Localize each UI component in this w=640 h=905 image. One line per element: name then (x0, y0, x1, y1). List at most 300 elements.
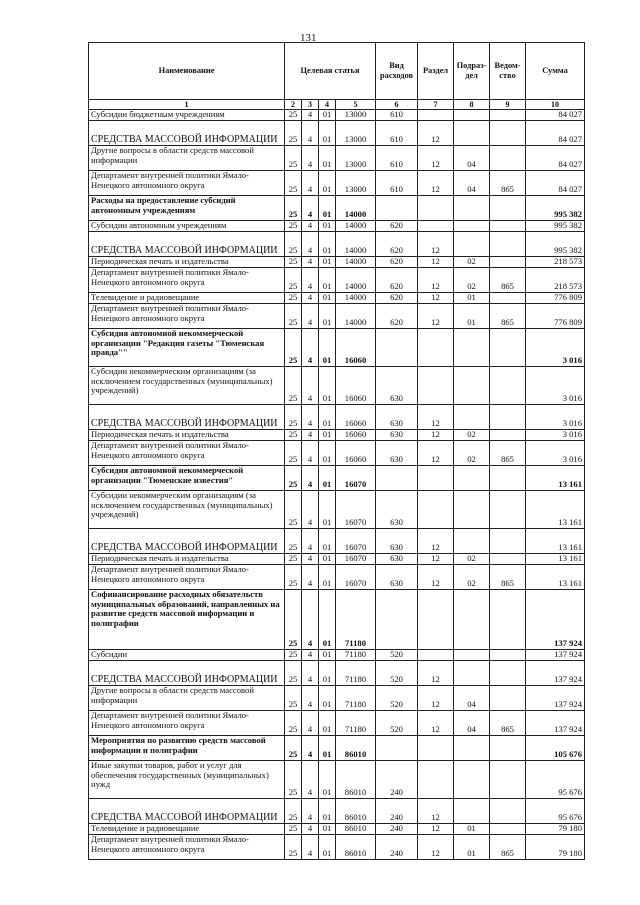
target-code-2: 4 (302, 110, 319, 121)
department-code: 865 (490, 711, 526, 736)
target-code-1: 25 (285, 171, 302, 196)
header-target-article: Целевая статья (285, 43, 376, 100)
target-code-3: 01 (319, 221, 336, 232)
table-row (89, 171, 585, 196)
sum-value: 3 016 (526, 405, 585, 430)
target-code-1: 25 (285, 221, 302, 232)
target-code-2: 4 (302, 367, 319, 405)
expense-type (376, 466, 418, 491)
row-name: Периодическая печать и издательства (89, 554, 285, 565)
table-row (89, 761, 585, 799)
department-code (490, 146, 526, 171)
table-row (89, 121, 585, 146)
target-code-1: 25 (285, 121, 302, 146)
sum-value: 79 180 (526, 824, 585, 835)
target-code-4: 16060 (336, 329, 376, 367)
subsection (454, 661, 490, 686)
section: 12 (418, 661, 454, 686)
sum-value: 84 027 (526, 146, 585, 171)
target-code-3: 01 (319, 529, 336, 554)
target-code-1: 25 (285, 257, 302, 268)
target-code-4: 14000 (336, 257, 376, 268)
section (418, 736, 454, 761)
target-code-2: 4 (302, 221, 319, 232)
target-code-2: 4 (302, 232, 319, 257)
section (418, 590, 454, 650)
section (418, 491, 454, 529)
subsection (454, 232, 490, 257)
sum-value: 95 676 (526, 761, 585, 799)
target-code-1: 25 (285, 686, 302, 711)
target-code-3: 01 (319, 171, 336, 196)
row-name: Субсидия автономной некоммерческой организации "Тюменские известия" (89, 466, 285, 491)
department-code (490, 405, 526, 430)
subsection: 02 (454, 554, 490, 565)
target-code-4: 71180 (336, 650, 376, 661)
department-code (490, 196, 526, 221)
col-number: 2 (285, 100, 302, 110)
table-row (89, 146, 585, 171)
row-name: Иные закупки товаров, работ и услуг для обеспечения государственных (муниципальных) нужд (89, 761, 285, 799)
row-name: Телевидение и радиовещание (89, 824, 285, 835)
target-code-1: 25 (285, 835, 302, 860)
target-code-4: 86010 (336, 761, 376, 799)
target-code-2: 4 (302, 146, 319, 171)
sum-value: 3 016 (526, 430, 585, 441)
table-row (89, 590, 585, 650)
target-code-3: 01 (319, 661, 336, 686)
expense-type (376, 196, 418, 221)
subsection (454, 799, 490, 824)
sum-value: 995 382 (526, 196, 585, 221)
section: 12 (418, 257, 454, 268)
section: 12 (418, 430, 454, 441)
subsection: 01 (454, 293, 490, 304)
subsection: 04 (454, 711, 490, 736)
expense-type: 610 (376, 146, 418, 171)
target-code-4: 16060 (336, 367, 376, 405)
target-code-1: 25 (285, 304, 302, 329)
col-number: 6 (376, 100, 418, 110)
target-code-3: 01 (319, 121, 336, 146)
target-code-1: 25 (285, 110, 302, 121)
target-code-3: 01 (319, 711, 336, 736)
department-code (490, 466, 526, 491)
row-name: СРЕДСТВА МАССОВОЙ ИНФОРМАЦИИ (89, 405, 285, 430)
target-code-4: 16070 (336, 529, 376, 554)
sum-value: 13 161 (526, 554, 585, 565)
expense-type: 620 (376, 257, 418, 268)
target-code-4: 14000 (336, 232, 376, 257)
row-name: Расходы на предоставление субсидий автономным учреждениям (89, 196, 285, 221)
department-code: 865 (490, 304, 526, 329)
sum-value: 95 676 (526, 799, 585, 824)
target-code-2: 4 (302, 491, 319, 529)
target-code-3: 01 (319, 304, 336, 329)
table-header-row (89, 43, 585, 100)
subsection (454, 736, 490, 761)
section: 12 (418, 441, 454, 466)
target-code-2: 4 (302, 590, 319, 650)
sum-value: 13 161 (526, 565, 585, 590)
expense-type: 630 (376, 491, 418, 529)
row-name: Другие вопросы в области средств массовой информации (89, 146, 285, 171)
sum-value: 995 382 (526, 221, 585, 232)
expense-type (376, 329, 418, 367)
target-code-3: 01 (319, 293, 336, 304)
sum-value: 218 573 (526, 268, 585, 293)
target-code-1: 25 (285, 146, 302, 171)
subsection (454, 221, 490, 232)
expense-type: 630 (376, 565, 418, 590)
target-code-1: 25 (285, 799, 302, 824)
target-code-3: 01 (319, 257, 336, 268)
target-code-1: 25 (285, 661, 302, 686)
table-row (89, 529, 585, 554)
expense-type: 520 (376, 661, 418, 686)
subsection: 02 (454, 430, 490, 441)
row-name: СРЕДСТВА МАССОВОЙ ИНФОРМАЦИИ (89, 232, 285, 257)
department-code: 865 (490, 565, 526, 590)
department-code: 865 (490, 268, 526, 293)
expense-type: 630 (376, 405, 418, 430)
table-row (89, 268, 585, 293)
target-code-3: 01 (319, 590, 336, 650)
department-code (490, 491, 526, 529)
target-code-1: 25 (285, 824, 302, 835)
department-code (490, 110, 526, 121)
target-code-2: 4 (302, 304, 319, 329)
row-name: Департамент внутренней политики Ямало-Ненецкого автономного округа (89, 565, 285, 590)
section (418, 650, 454, 661)
target-code-3: 01 (319, 835, 336, 860)
expense-type: 520 (376, 711, 418, 736)
target-code-3: 01 (319, 761, 336, 799)
expense-type: 610 (376, 171, 418, 196)
target-code-2: 4 (302, 430, 319, 441)
target-code-4: 71180 (336, 686, 376, 711)
page-number: 131 (300, 32, 317, 44)
table-row (89, 405, 585, 430)
subsection (454, 491, 490, 529)
section: 12 (418, 824, 454, 835)
subsection (454, 590, 490, 650)
subsection: 01 (454, 304, 490, 329)
subsection (454, 367, 490, 405)
table-row (89, 304, 585, 329)
target-code-2: 4 (302, 257, 319, 268)
department-code: 865 (490, 835, 526, 860)
subsection (454, 196, 490, 221)
header-name: Наименование (89, 43, 285, 100)
target-code-1: 25 (285, 430, 302, 441)
subsection (454, 650, 490, 661)
sum-value: 84 027 (526, 110, 585, 121)
target-code-3: 01 (319, 824, 336, 835)
target-code-1: 25 (285, 268, 302, 293)
subsection (454, 466, 490, 491)
expense-type: 240 (376, 824, 418, 835)
row-name: Периодическая печать и издательства (89, 257, 285, 268)
table-row (89, 232, 585, 257)
department-code (490, 367, 526, 405)
target-code-1: 25 (285, 590, 302, 650)
table-row (89, 835, 585, 860)
section: 12 (418, 304, 454, 329)
target-code-4: 71180 (336, 661, 376, 686)
target-code-2: 4 (302, 554, 319, 565)
target-code-4: 14000 (336, 293, 376, 304)
target-code-3: 01 (319, 268, 336, 293)
target-code-2: 4 (302, 441, 319, 466)
target-code-2: 4 (302, 736, 319, 761)
target-code-1: 25 (285, 367, 302, 405)
expense-type: 630 (376, 430, 418, 441)
department-code (490, 554, 526, 565)
expense-type: 620 (376, 304, 418, 329)
row-name: СРЕДСТВА МАССОВОЙ ИНФОРМАЦИИ (89, 529, 285, 554)
target-code-2: 4 (302, 171, 319, 196)
department-code: 865 (490, 441, 526, 466)
row-name: Субсидии бюджетным учреждениям (89, 110, 285, 121)
target-code-2: 4 (302, 196, 319, 221)
col-number: 4 (319, 100, 336, 110)
expense-type: 620 (376, 232, 418, 257)
section: 12 (418, 835, 454, 860)
subsection (454, 405, 490, 430)
budget-table (88, 42, 585, 860)
expense-type: 240 (376, 835, 418, 860)
expense-type: 620 (376, 268, 418, 293)
expense-type: 610 (376, 110, 418, 121)
section (418, 221, 454, 232)
department-code: 865 (490, 171, 526, 196)
sum-value: 13 161 (526, 491, 585, 529)
row-name: Департамент внутренней политики Ямало-Ненецкого автономного округа (89, 835, 285, 860)
target-code-2: 4 (302, 824, 319, 835)
target-code-3: 01 (319, 686, 336, 711)
target-code-2: 4 (302, 835, 319, 860)
section (418, 329, 454, 367)
subsection: 01 (454, 835, 490, 860)
row-name: Другие вопросы в области средств массовой информации (89, 686, 285, 711)
target-code-1: 25 (285, 405, 302, 430)
expense-type (376, 590, 418, 650)
target-code-4: 13000 (336, 171, 376, 196)
expense-type: 630 (376, 441, 418, 466)
target-code-1: 25 (285, 554, 302, 565)
row-name: Субсидии автономным учреждениям (89, 221, 285, 232)
target-code-4: 71180 (336, 590, 376, 650)
section: 12 (418, 146, 454, 171)
department-code (490, 661, 526, 686)
subsection (454, 329, 490, 367)
table-body (89, 110, 585, 860)
target-code-3: 01 (319, 430, 336, 441)
header-section: Раздел (418, 43, 454, 100)
target-code-2: 4 (302, 268, 319, 293)
target-code-4: 13000 (336, 121, 376, 146)
target-code-4: 16070 (336, 565, 376, 590)
section (418, 761, 454, 799)
department-code (490, 430, 526, 441)
subsection: 04 (454, 171, 490, 196)
target-code-4: 16070 (336, 491, 376, 529)
section: 12 (418, 686, 454, 711)
row-name: Субсидии некоммерческим организациям (за исключением государственных (муниципальных) учреждений) (89, 367, 285, 405)
target-code-4: 71180 (336, 711, 376, 736)
expense-type: 630 (376, 529, 418, 554)
sum-value: 84 027 (526, 121, 585, 146)
target-code-4: 86010 (336, 835, 376, 860)
row-name: Субсидии (89, 650, 285, 661)
target-code-2: 4 (302, 761, 319, 799)
target-code-1: 25 (285, 491, 302, 529)
table-row (89, 491, 585, 529)
target-code-2: 4 (302, 329, 319, 367)
sum-value: 137 924 (526, 661, 585, 686)
col-number: 5 (336, 100, 376, 110)
department-code (490, 329, 526, 367)
target-code-2: 4 (302, 529, 319, 554)
row-name: Субсидия автономной некоммерческой организации "Редакция газеты "Тюменская правда"" (89, 329, 285, 367)
sum-value: 137 924 (526, 711, 585, 736)
department-code (490, 736, 526, 761)
target-code-1: 25 (285, 761, 302, 799)
target-code-3: 01 (319, 196, 336, 221)
target-code-3: 01 (319, 146, 336, 171)
target-code-4: 14000 (336, 221, 376, 232)
target-code-4: 13000 (336, 110, 376, 121)
department-code (490, 590, 526, 650)
target-code-2: 4 (302, 711, 319, 736)
expense-type: 630 (376, 554, 418, 565)
target-code-4: 13000 (336, 146, 376, 171)
row-name: Мероприятия по развитию средств массовой информации и полиграфии (89, 736, 285, 761)
target-code-4: 86010 (336, 824, 376, 835)
table-row (89, 799, 585, 824)
target-code-3: 01 (319, 799, 336, 824)
table-row (89, 257, 585, 268)
target-code-1: 25 (285, 196, 302, 221)
section (418, 367, 454, 405)
target-code-3: 01 (319, 441, 336, 466)
table-row (89, 293, 585, 304)
target-code-3: 01 (319, 736, 336, 761)
target-code-3: 01 (319, 329, 336, 367)
section: 12 (418, 799, 454, 824)
sum-value: 137 924 (526, 686, 585, 711)
sum-value: 137 924 (526, 590, 585, 650)
sum-value: 776 809 (526, 304, 585, 329)
subsection: 02 (454, 257, 490, 268)
target-code-4: 86010 (336, 799, 376, 824)
target-code-2: 4 (302, 466, 319, 491)
header-department: Ведом-ство (490, 43, 526, 100)
sum-value: 13 161 (526, 529, 585, 554)
department-code (490, 232, 526, 257)
target-code-3: 01 (319, 554, 336, 565)
subsection: 02 (454, 441, 490, 466)
target-code-4: 14000 (336, 196, 376, 221)
table-row (89, 110, 585, 121)
sum-value: 137 924 (526, 650, 585, 661)
section: 12 (418, 171, 454, 196)
target-code-1: 25 (285, 565, 302, 590)
col-number: 7 (418, 100, 454, 110)
section: 12 (418, 711, 454, 736)
expense-type (376, 736, 418, 761)
row-name: Субсидии некоммерческим организациям (за исключением государственных (муниципальных) учреждений) (89, 491, 285, 529)
target-code-4: 16060 (336, 405, 376, 430)
target-code-2: 4 (302, 565, 319, 590)
target-code-4: 14000 (336, 268, 376, 293)
table-row (89, 736, 585, 761)
target-code-2: 4 (302, 686, 319, 711)
target-code-2: 4 (302, 661, 319, 686)
section: 12 (418, 121, 454, 146)
target-code-4: 14000 (336, 304, 376, 329)
target-code-3: 01 (319, 491, 336, 529)
section: 12 (418, 529, 454, 554)
subsection: 02 (454, 268, 490, 293)
row-name: Департамент внутренней политики Ямало-Ненецкого автономного округа (89, 304, 285, 329)
department-code (490, 221, 526, 232)
section (418, 466, 454, 491)
expense-type: 630 (376, 367, 418, 405)
target-code-4: 16060 (336, 441, 376, 466)
table-row (89, 650, 585, 661)
target-code-3: 01 (319, 110, 336, 121)
expense-type: 620 (376, 221, 418, 232)
subsection (454, 110, 490, 121)
table-row (89, 686, 585, 711)
subsection: 01 (454, 824, 490, 835)
header-expense-type: Вид расходов (376, 43, 418, 100)
row-name: СРЕДСТВА МАССОВОЙ ИНФОРМАЦИИ (89, 121, 285, 146)
table-row (89, 554, 585, 565)
subsection (454, 761, 490, 799)
table-row (89, 711, 585, 736)
department-code (490, 799, 526, 824)
target-code-1: 25 (285, 293, 302, 304)
sum-value: 105 676 (526, 736, 585, 761)
col-number: 3 (302, 100, 319, 110)
expense-type: 520 (376, 650, 418, 661)
expense-type: 610 (376, 121, 418, 146)
sum-value: 13 161 (526, 466, 585, 491)
section (418, 196, 454, 221)
department-code (490, 686, 526, 711)
target-code-3: 01 (319, 466, 336, 491)
header-subsection: Подраз-дел (454, 43, 490, 100)
target-code-1: 25 (285, 232, 302, 257)
section: 12 (418, 565, 454, 590)
target-code-1: 25 (285, 711, 302, 736)
subsection: 04 (454, 686, 490, 711)
target-code-4: 16070 (336, 466, 376, 491)
table-row (89, 367, 585, 405)
target-code-2: 4 (302, 650, 319, 661)
sum-value: 776 809 (526, 293, 585, 304)
department-code (490, 293, 526, 304)
subsection: 04 (454, 146, 490, 171)
col-number: 9 (490, 100, 526, 110)
expense-type: 240 (376, 761, 418, 799)
col-number: 1 (89, 100, 285, 110)
target-code-3: 01 (319, 565, 336, 590)
section: 12 (418, 232, 454, 257)
